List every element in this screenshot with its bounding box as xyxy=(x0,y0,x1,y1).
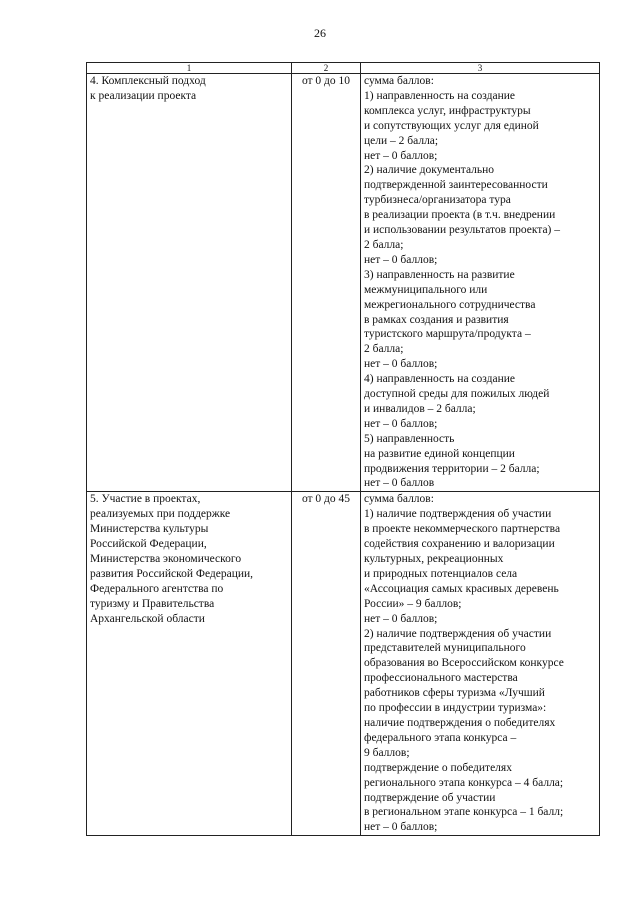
text-line: работников сферы туризма «Лучший xyxy=(364,687,545,700)
text-line: нет – 0 баллов xyxy=(364,477,435,490)
text-line: нет – 0 баллов; xyxy=(364,821,438,834)
text-line: 3) направленность на развитие xyxy=(364,268,515,281)
text-line: Министерства экономического xyxy=(90,553,242,565)
text-line: подтвержденной заинтересованности xyxy=(364,179,548,192)
text-line: турбизнеса/организатора тура xyxy=(364,194,511,207)
text-line: 2 балла; xyxy=(364,343,404,356)
text-line: туристского маршрута/продукта – xyxy=(364,328,531,341)
text-line: к реализации проекта xyxy=(90,89,197,102)
text-line: нет – 0 баллов; xyxy=(364,253,438,266)
text-line: 4. Комплексный подход xyxy=(90,75,206,87)
page-number: 26 xyxy=(314,26,326,40)
text-line: профессионального мастерства xyxy=(364,672,518,685)
text-line: и сопутствующих услуг для единой xyxy=(364,119,539,132)
text-line: цели – 2 балла; xyxy=(364,134,439,147)
text-line: в региональном этапе конкурса – 1 балл; xyxy=(364,806,564,819)
text-line: в рамках создания и развития xyxy=(364,313,509,326)
text-line: 1) наличие подтверждения об участии xyxy=(364,508,552,521)
text-line: нет – 0 баллов; xyxy=(364,358,438,371)
description-cell xyxy=(361,492,600,836)
text-line: Федерального агентства по xyxy=(90,582,224,595)
text-line: продвижения территории – 2 балла; xyxy=(364,462,540,475)
text-line: подтверждение о победителях xyxy=(364,761,512,774)
text-line: содействия сохранению и валоризации xyxy=(364,538,555,551)
text-line: «Ассоциация самых красивых деревень xyxy=(364,582,559,595)
text-line: комплекса услуг, инфраструктуры xyxy=(364,104,531,117)
text-line: нет – 0 баллов; xyxy=(364,612,438,625)
text-line: туризму и Правительства xyxy=(90,597,215,610)
criterion-cell xyxy=(87,492,292,836)
text-line: 2 балла; xyxy=(364,238,404,251)
text-line: доступной среды для пожилых людей xyxy=(364,388,550,401)
text-line: в проекте некоммерческого партнерства xyxy=(364,523,561,536)
score-range-cell: от 0 до 45 xyxy=(292,492,361,836)
column-header-1: 1 xyxy=(87,63,292,74)
table-row xyxy=(87,74,600,492)
criteria-table xyxy=(86,62,600,836)
text-line: образования во Всероссийском конкурсе xyxy=(364,657,564,670)
text-line: по профессии в индустрии туризма»: xyxy=(364,702,547,715)
text-line: нет – 0 баллов; xyxy=(364,149,438,162)
score-range-cell: от 0 до 10 xyxy=(292,74,361,492)
text-line: федерального этапа конкурса – xyxy=(364,731,517,744)
text-line: подтверждение об участии xyxy=(364,791,496,804)
text-line: 5) направленность xyxy=(364,432,455,445)
text-line: реализуемых при поддержке xyxy=(90,508,231,521)
text-line: России» – 9 баллов; xyxy=(364,597,462,610)
text-line: регионального этапа конкурса – 4 балла; xyxy=(364,776,564,789)
text-line: и инвалидов – 2 балла; xyxy=(364,402,476,415)
table-header-row xyxy=(87,63,600,74)
text-line: наличие подтверждения о победителях xyxy=(364,716,556,729)
text-line: 4) направленность на создание xyxy=(364,373,515,386)
text-line: Министерства культуры xyxy=(90,523,209,536)
text-line: культурных, рекреационных xyxy=(364,553,504,565)
text-line: межмуниципального или xyxy=(364,283,488,296)
text-line: нет – 0 баллов; xyxy=(364,417,438,430)
text-line: развития Российской Федерации, xyxy=(90,567,254,580)
text-line: 2) наличие документально xyxy=(364,164,495,177)
column-header-2: 2 xyxy=(292,63,361,74)
text-line: 1) направленность на создание xyxy=(364,89,515,102)
text-line: 2) наличие подтверждения об участии xyxy=(364,627,552,640)
description-cell xyxy=(361,74,600,492)
text-line: и использовании результатов проекта) – xyxy=(364,224,561,237)
text-line: межрегионального сотрудничества xyxy=(364,298,536,311)
text-line: сумма баллов: xyxy=(364,493,434,506)
text-line: на развитие единой концепции xyxy=(364,447,515,460)
text-line: Архангельской области xyxy=(90,612,205,625)
text-line: 9 баллов; xyxy=(364,746,410,759)
criterion-cell xyxy=(87,74,292,492)
text-line: в реализации проекта (в т.ч. внедрении xyxy=(364,209,556,222)
text-line: сумма баллов: xyxy=(364,75,434,87)
text-line: Российской Федерации, xyxy=(90,538,207,551)
table-row xyxy=(87,492,600,836)
column-header-3: 3 xyxy=(361,63,600,74)
text-line: 5. Участие в проектах, xyxy=(90,493,201,506)
text-line: и природных потенциалов села xyxy=(364,567,518,580)
text-line: представителей муниципального xyxy=(364,642,526,655)
